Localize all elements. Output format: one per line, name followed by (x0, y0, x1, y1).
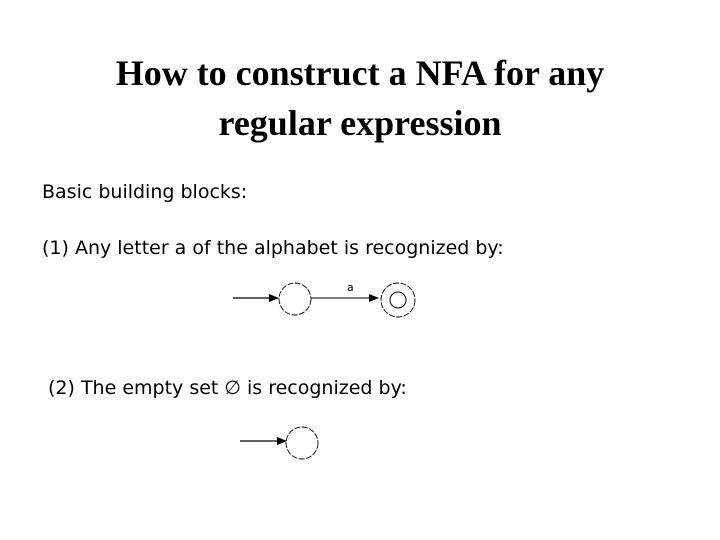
start-state (279, 283, 311, 315)
accepting-state-inner (390, 292, 406, 308)
nfa-empty-set-diagram (240, 427, 318, 459)
accepting-state-outer (381, 283, 415, 317)
title-line-2: regular expression (218, 103, 502, 143)
nfa-letter-diagram (233, 281, 415, 317)
start-state (286, 427, 318, 459)
item-2-text: (2) The empty set ∅ is recognized by: (48, 377, 407, 399)
item-1-text: (1) Any letter a of the alphabet is recognized by: (42, 237, 504, 259)
title-line-1: How to construct a NFA for any (115, 53, 605, 93)
basic-blocks-heading: Basic building blocks: (42, 181, 248, 203)
transition-label: a (347, 281, 354, 294)
